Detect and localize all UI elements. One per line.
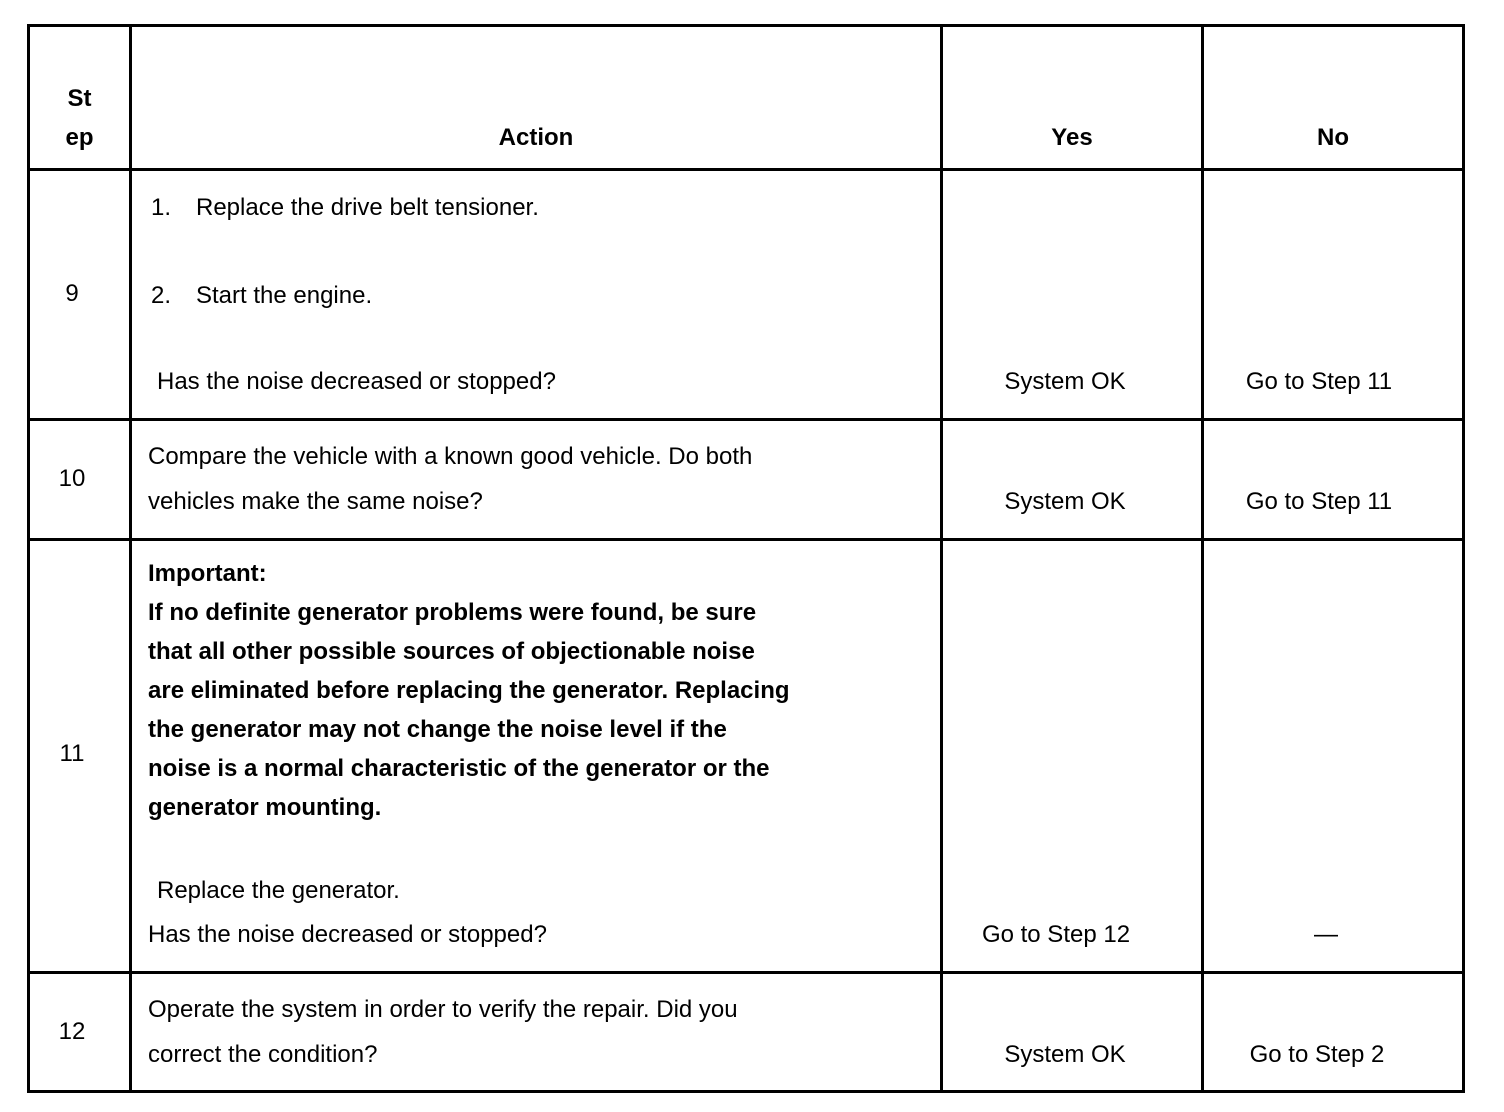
- yes-result: System OK: [1004, 1041, 1126, 1068]
- action-item-number-1: 1.: [151, 194, 172, 221]
- important-line-4: the generator may not change the noise level if the: [148, 716, 727, 743]
- important-line-1: If no definite generator problems were found, be sure: [148, 599, 757, 626]
- important-line-2: that all other possible sources of objectionable noise: [148, 638, 755, 665]
- no-result: Go to Step 11: [1245, 368, 1393, 395]
- table-border-bottom: [27, 1090, 1465, 1093]
- header-action: Action: [498, 124, 574, 151]
- no-result: —: [1314, 921, 1338, 948]
- step-number-10: 10: [58, 465, 86, 492]
- action-line-1: Compare the vehicle with a known good vehicle. Do both: [148, 443, 753, 470]
- step-number-9: 9: [65, 280, 79, 307]
- action-question: Has the noise decreased or stopped?: [157, 368, 556, 395]
- action-line-2: vehicles make the same noise?: [148, 488, 483, 515]
- step-number-11: 11: [59, 740, 85, 767]
- table-divider-col-step: [129, 24, 132, 1093]
- action-item-2: Start the engine.: [196, 282, 373, 309]
- yes-result: System OK: [1004, 368, 1126, 395]
- action-instruction: Replace the generator.: [157, 877, 400, 904]
- table-border-top: [27, 24, 1465, 27]
- table-divider-row9: [27, 418, 1465, 421]
- action-line-1: Operate the system in order to verify the repair. Did you: [148, 996, 738, 1023]
- table-divider-row11: [27, 971, 1465, 974]
- no-result: Go to Step 2: [1249, 1041, 1385, 1068]
- table-divider-row10: [27, 538, 1465, 541]
- action-item-number-2: 2.: [151, 282, 172, 309]
- important-line-6: generator mounting.: [148, 794, 382, 821]
- yes-result: System OK: [1004, 488, 1126, 515]
- table-border-right: [1462, 24, 1465, 1093]
- yes-result: Go to Step 12: [981, 921, 1131, 948]
- header-step-line1: St: [67, 85, 92, 112]
- header-step-line2: ep: [65, 124, 94, 151]
- header-yes: Yes: [1051, 124, 1093, 151]
- action-question: Has the noise decreased or stopped?: [148, 921, 547, 948]
- important-label: Important:: [148, 560, 267, 587]
- no-result: Go to Step 11: [1245, 488, 1393, 515]
- header-no: No: [1317, 124, 1349, 151]
- table-divider-header: [27, 168, 1465, 171]
- step-number-12: 12: [58, 1018, 86, 1045]
- action-line-2: correct the condition?: [148, 1041, 378, 1068]
- important-line-3: are eliminated before replacing the generator. Replacing: [148, 677, 790, 704]
- action-item-1: Replace the drive belt tensioner.: [196, 194, 539, 221]
- important-line-5: noise is a normal characteristic of the generator or the: [148, 755, 770, 782]
- table-border-left: [27, 24, 30, 1093]
